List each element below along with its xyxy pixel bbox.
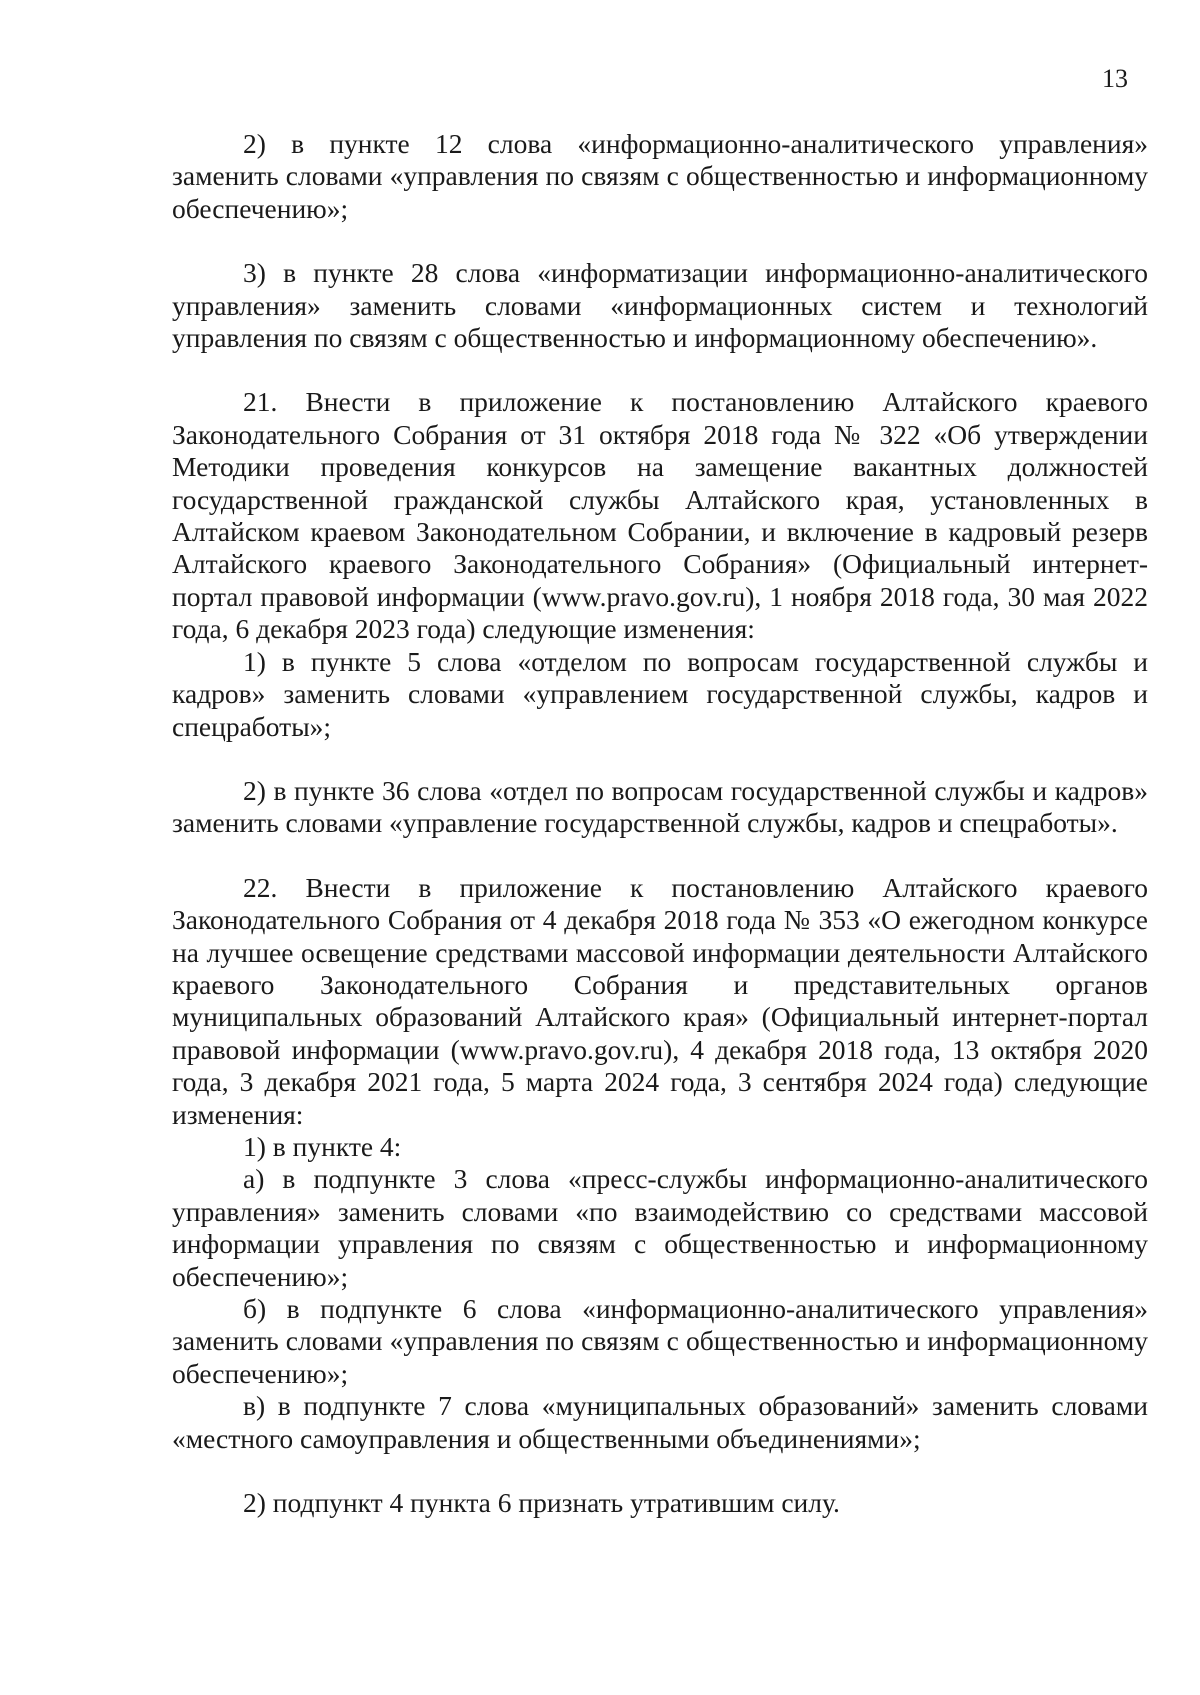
paragraph-section-21-item-2: 2) в пункте 36 слова «отдел по вопросам государственной службы и кадров» заменить словами «управление государственной службы, кадров и спецработы». [172,774,1148,839]
paragraph-section-21-item-1: 1) в пункте 5 слова «отделом по вопросам государственной службы и кадров» заменить словами «управлением государственной службы, кадров и спецработы»; [172,645,1148,742]
paragraph-gap [172,225,1148,257]
paragraph-gap [172,840,1148,872]
paragraph-gap [172,743,1148,775]
paragraph-section-22-item-2: 2) подпункт 4 пункта 6 признать утратившим силу. [243,1487,840,1519]
paragraph-gap [172,354,1148,386]
paragraph-amendment-2-p12: 2) в пункте 12 слова «информационно-аналитического управления» заменить словами «управления по связям с общественностью и информационному обеспечению»; [172,128,1148,224]
paragraph-section-22-subitem-b: б) в подпункте 6 слова «информационно-аналитического управления» заменить словами «управления по связям с общественностью и информационному обеспечению»; [172,1293,1148,1389]
paragraph-section-22: 22. Внести в приложение к постановлению Алтайского краевого Законодательного Собрания от 4 декабря 2018 года № 353 «О ежегодном конкурсе на лучшее освещение средствами массовой информации деятельности Алтайского краевого Законодательного Собрания и представительных органов муниципальных образований Алтайского края» (Официальный интернет-портал правовой информации (www.pravo.gov.ru), 4 декабря 2018 года, 13 октября 2020 года, 3 декабря 2021 года, 5 марта 2024 года, 3 сентября 2024 года) следующие изменения: [172,871,1148,1130]
paragraph-gap [172,1455,1148,1487]
paragraph-section-22-subitem-a: а) в подпункте 3 слова «пресс-службы информационно-аналитического управления» заменить словами «по взаимодействию со средствами массовой информации управления по связям с общественностью и информационному обеспечению»; [172,1163,1148,1292]
paragraph-section-21: 21. Внести в приложение к постановлению Алтайского краевого Законодательного Собрания от 31 октября 2018 года № 322 «Об утверждении Методики проведения конкурсов на замещение вакантных должностей государственной гражданской службы Алтайского края, установленных в Алтайском краевом Законодательном Собрании, и включение в кадровый резерв Алтайского краевого Законодательного Собрания» (Официальный интернет-портал правовой информации (www.pravo.gov.ru), 1 ноября 2018 года, 30 мая 2022 года, 6 декабря 2023 года) следующие изменения: [172,386,1148,645]
paragraph-amendment-3-p28: 3) в пункте 28 слова «информатизации информационно-аналитического управления» заменить словами «информационных систем и технологий управления по связям с общественностью и информационному обеспечению». [172,257,1148,354]
document-body [172,128,1148,1519]
paragraph-section-22-subitem-v: в) в подпункте 7 слова «муниципальных образований» заменить словами «местного самоуправления и общественными объединениями»; [172,1390,1148,1454]
paragraph-section-22-item-1: 1) в пункте 4: [243,1130,402,1162]
page-number: 13 [1102,64,1128,93]
